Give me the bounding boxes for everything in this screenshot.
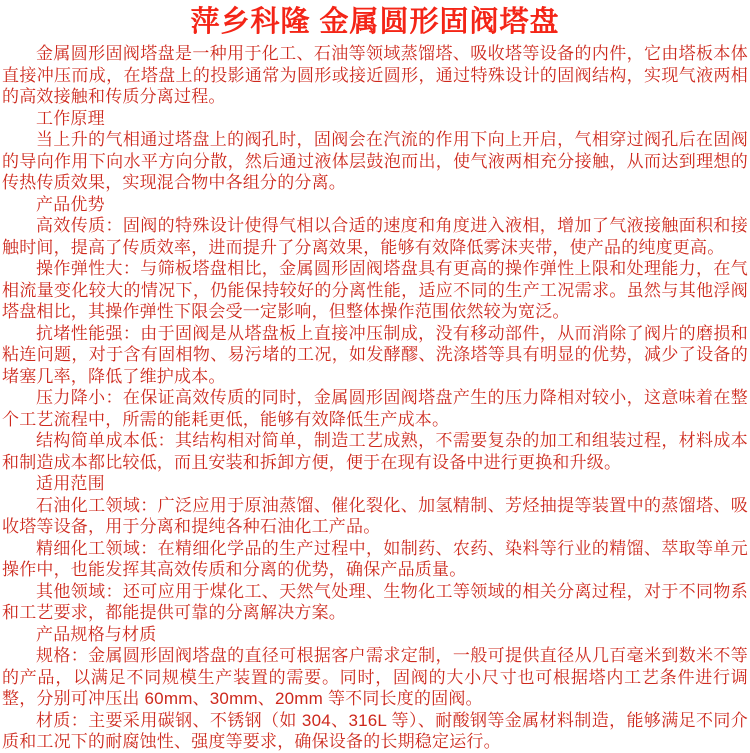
section-heading: 产品规格与材质 — [36, 624, 157, 644]
section-heading: 产品优势 — [36, 194, 105, 214]
document-body — [2, 43, 748, 753]
paragraph: 压力降小：在保证高效传质的同时，金属圆形固阀塔盘产生的压力降相对较小，这意味着在整个工艺流程中，所需的能耗更低，能够有效降低生产成本。 — [2, 388, 748, 429]
paragraph: 结构简单成本低：其结构相对简单，制造工艺成熟，不需要复杂的加工和组装过程，材料成本和制造成本都比较低，而且安装和拆卸方便，便于在现有设备中进行更换和升级。 — [2, 431, 748, 472]
paragraph: 金属圆形固阀塔盘是一种用于化工、石油等领域蒸馏塔、吸收塔等设备的内件，它由塔板本体直接冲压而成，在塔盘上的投影通常为圆形或接近圆形，通过特殊设计的固阀结构，实现气液两相的高效接触和传质分离过程。 — [2, 44, 748, 106]
section-heading: 工作原理 — [36, 108, 105, 128]
section-heading: 适用范围 — [36, 474, 105, 493]
paragraph: 石油化工领域：广泛应用于原油蒸馏、催化裂化、加氢精制、芳烃抽提等装置中的蒸馏塔、吸收塔等设备，用于分离和提纯各种石油化工产品。 — [2, 495, 748, 536]
paragraph: 高效传质：固阀的特殊设计使得气相以合适的速度和角度进入液相，增加了气液接触面积和接触时间，提高了传质效率，进而提升了分离效果，能够有效降低雾沫夹带，使产品的纯度更高。 — [2, 216, 748, 257]
paragraph: 精细化工领域：在精细化学品的生产过程中，如制药、农药、染料等行业的精馏、萃取等单元操作中，也能发挥其高效传质和分离的优势，确保产品质量。 — [2, 538, 748, 579]
page-title: 萍乡科隆 金属圆形固阀塔盘 — [190, 6, 560, 38]
paragraph: 材质：主要采用碳钢、不锈钢（如 304、316L 等）、耐酸钢等金属材料制造，能够满足不同介质和工况下的耐腐蚀性、强度等要求，确保设备的长期稳定运行。 — [2, 710, 748, 751]
paragraph: 抗堵性能强：由于固阀是从塔盘板上直接冲压制成，没有移动部件，从而消除了阀片的磨损和粘连问题，对于含有固相物、易污堵的工况，如发酵醪、洗涤塔等具有明显的优势，减少了设备的堵塞几率，降低了维护成本。 — [2, 323, 748, 386]
paragraph: 规格：金属圆形固阀塔盘的直径可根据客户需求定制，一般可提供直径从几百毫米到数米不等的产品，以满足不同规模生产装置的需要。同时，固阀的大小尺寸也可根据塔内工艺条件进行调整，分别可冲压出 60mm、30mm、20mm 等不同长度的固阀。 — [2, 646, 748, 708]
paragraph: 操作弹性大：与筛板塔盘相比，金属圆形固阀塔盘具有更高的操作弹性上限和处理能力，在气相流量变化较大的情况下，仍能保持较好的分离性能，适应不同的生产工况需求。虽然与其他浮阀塔盘相比，其操作弹性下限会受一定影响，但整体操作范围依然较为宽泛。 — [2, 259, 748, 321]
paragraph: 当上升的气相通过塔盘上的阀孔时，固阀会在汽流的作用下向上开启，气相穿过阀孔后在固阀的导向作用下向水平方向分散，然后通过液体层鼓泡而出，使气液两相充分接触，从而达到理想的传热传质效果，实现混合物中各组分的分离。 — [2, 130, 748, 192]
paragraph: 其他领域：还可应用于煤化工、天然气处理、生物化工等领域的相关分离过程，对于不同物系和工艺要求，都能提供可靠的分离解决方案。 — [2, 581, 748, 622]
